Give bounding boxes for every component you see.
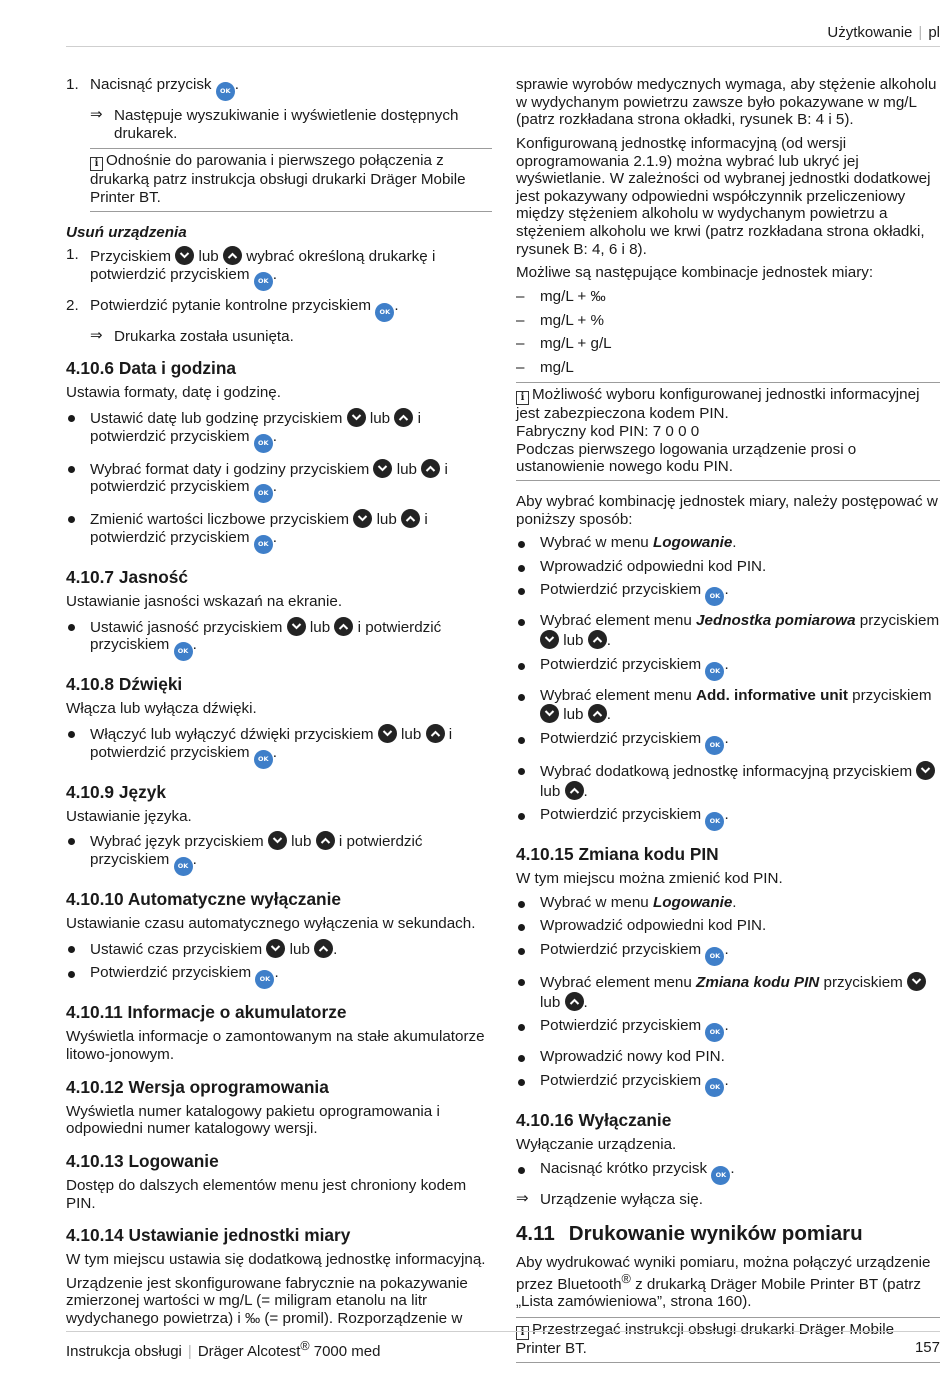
section-description: Wyświetla numer katalogowy pakietu oprogramowania i odpowiedni numer katalogowy wersji. xyxy=(66,1102,440,1138)
bullet-item: Potwierdzić przyciskiem OK . xyxy=(516,1072,940,1097)
unit-combo-item: – mg/L xyxy=(516,358,574,376)
remove-step-2: 2. Potwierdzić pytanie kontrolne przyciskiem OK . xyxy=(66,297,492,322)
ok-button-icon: OK xyxy=(174,857,193,876)
down-button-icon xyxy=(353,509,372,528)
ok-button-icon: OK xyxy=(705,587,724,606)
info-icon: i xyxy=(516,1326,529,1340)
page-number: 157 xyxy=(914,1339,940,1356)
down-button-icon xyxy=(373,459,392,478)
paragraph: Aby wybrać kombinację jednostek miary, należy postępować w poniższy sposób: xyxy=(516,492,938,528)
info-note: i Odnośnie do parowania i pierwszego połączenia z drukarką patrz instrukcja obsługi drukarki Dräger Mobile Printer BT. xyxy=(90,148,492,211)
bullet-item: Potwierdzić przyciskiem OK . xyxy=(516,656,940,681)
paragraph: Aby wydrukować wyniki pomiaru, można połączyć urządzenie przez Bluetooth® z drukarką Dräger Mobile Printer BT (patrz „Lista zamówieniowa”, strona 160). xyxy=(516,1254,931,1311)
section-heading: 4.10.13 Logowanie xyxy=(66,1150,219,1171)
section-heading: 4.10.9 Język xyxy=(66,781,166,802)
remove-step-1: 1. Przyciskiem lub wybrać określoną drukarkę i potwierdzić przyciskiem OK . xyxy=(66,246,492,291)
down-button-icon xyxy=(268,831,287,850)
up-button-icon xyxy=(426,724,445,743)
footer-product: Dräger Alcotest xyxy=(197,1343,301,1360)
bullet-item: Potwierdzić przyciskiem OK . xyxy=(516,1017,940,1042)
header-section: Użytkowanie xyxy=(827,24,913,41)
ok-button-icon: OK xyxy=(254,750,273,769)
down-button-icon xyxy=(916,761,935,780)
section-description: Wyłączanie urządzenia. xyxy=(516,1136,677,1153)
bullet-item: Nacisnąć krótko przycisk OK . xyxy=(516,1160,940,1185)
up-button-icon xyxy=(334,617,353,636)
bullet-item: Włączyć lub wyłączyć dźwięki przyciskiem lub i potwierdzić przyciskiem OK . xyxy=(66,724,492,769)
section-heading: 4.10.14 Ustawianie jednostki miary xyxy=(66,1225,351,1246)
ok-button-icon: OK xyxy=(705,736,724,755)
result-arrow-icon: ⇒ xyxy=(90,326,103,344)
ok-button-icon: OK xyxy=(375,303,394,322)
left-column xyxy=(66,76,492,1334)
ok-button-icon: OK xyxy=(255,970,274,989)
section-description: Ustawia formaty, datę i godzinę. xyxy=(66,384,281,402)
section-heading: 4.10.12 Wersja oprogramowania xyxy=(66,1076,329,1097)
page-header xyxy=(66,24,940,47)
section-description: Dostęp do dalszych elementów menu jest chroniony kodem PIN. xyxy=(66,1176,467,1212)
paragraph: Urządzenie jest skonfigurowane fabrycznie na pokazywanie zmierzonej wartości w mg/L (= miligram etanolu na litr wydychanego powietrza) i ‰ (= promil). Rozporządzenie w xyxy=(66,1274,468,1328)
bullet-item: Wybrać element menu Jednostka pomiarowa przyciskiem lub . xyxy=(516,612,940,649)
section-description: Wyświetla informacje o zamontowanym na stałe akumulatorze litowo-jonowym. xyxy=(66,1028,485,1063)
section-heading: 4.10.16 Wyłączanie xyxy=(516,1109,672,1130)
section-description: Ustawianie języka. xyxy=(66,807,192,825)
ok-button-icon: OK xyxy=(254,434,273,453)
ok-button-icon: OK xyxy=(705,1078,724,1097)
bullet-item: Wprowadzić odpowiedni kod PIN. xyxy=(516,558,940,576)
chapter-heading: 4.11 Drukowanie wyników pomiaru xyxy=(516,1222,863,1246)
bullet-item: Wybrać w menu Logowanie. xyxy=(516,894,940,912)
ok-button-icon: OK xyxy=(174,642,193,661)
up-button-icon xyxy=(421,459,440,478)
up-button-icon xyxy=(565,992,584,1011)
ok-button-icon: OK xyxy=(705,947,724,966)
subheading-remove-devices: Usuń urządzenia xyxy=(66,223,187,241)
down-button-icon xyxy=(907,972,926,991)
down-button-icon xyxy=(378,724,397,743)
result-arrow-icon: ⇒ xyxy=(90,106,103,123)
info-note: i Możliwość wyboru konfigurowanej jednostki informacyjnej jest zabezpieczona kodem PIN. Fabryczny kod PIN: 7 0 0 0 Podczas pierwszego logowania urządzenie prosi o ustanowienie nowego kodu PIN. xyxy=(516,382,940,481)
paragraph: Możliwe są następujące kombinacje jednostek miary: xyxy=(516,264,874,282)
section-heading: 4.10.11 Informacje o akumulatorze xyxy=(66,1002,347,1023)
bullet-item: Wybrać język przyciskiem lub i potwierdzić przyciskiem OK . xyxy=(66,831,492,876)
bullet-item: Wybrać w menu Logowanie. xyxy=(516,534,940,552)
bullet-item: Potwierdzić przyciskiem OK . xyxy=(516,581,940,606)
ok-button-icon: OK xyxy=(254,535,273,554)
bullet-item: Potwierdzić przyciskiem OK . xyxy=(516,941,940,966)
up-button-icon xyxy=(588,630,607,649)
up-button-icon xyxy=(588,704,607,723)
unit-combo-item: – mg/L + % xyxy=(516,311,605,329)
bullet-item: Ustawić czas przyciskiem lub . xyxy=(66,939,492,959)
section-heading: 4.10.10 Automatyczne wyłączanie xyxy=(66,888,342,909)
bullet-item: Wybrać element menu Add. informative unit przyciskiem lub . xyxy=(516,687,940,724)
result-arrow-icon: ⇒ xyxy=(516,1189,529,1207)
info-note: i Przestrzegać instrukcji obsługi drukarki Dräger Mobile Printer BT. xyxy=(516,1317,940,1363)
off-result: ⇒ Urządzenie wyłącza się. xyxy=(516,1189,703,1208)
ok-button-icon: OK xyxy=(711,1166,730,1185)
info-icon: i xyxy=(90,157,103,171)
section-description: Ustawianie czasu automatycznego wyłączenia w sekundach. xyxy=(66,914,476,932)
down-button-icon xyxy=(175,246,194,265)
ok-button-icon: OK xyxy=(705,1023,724,1042)
down-button-icon xyxy=(266,939,285,958)
header-separator: | xyxy=(918,24,923,41)
section-heading: 4.10.15 Zmiana kodu PIN xyxy=(516,844,719,865)
page-footer: Instrukcja obsługi | Dräger Alcotest® 7000 med 157 xyxy=(66,1331,940,1360)
bullet-item: Ustawić jasność przyciskiem lub i potwierdzić przyciskiem OK . xyxy=(66,617,492,662)
bullet-item: Potwierdzić przyciskiem OK . xyxy=(66,964,492,989)
paragraph: Konfigurowaną jednostkę informacyjną (od wersji oprogramowania 2.1.9) można wybrać lub ukryć jej wyświetlanie. W zależności od wybranej jednostki dodatkowej jest pokazywany odpowiedni współczynnik przeliczeniowy między stężeniem alkoholu w wydychanym powietrzu a stężeniem alkoholu we krwi (patrz rozkładana strona okładki, rysunek B: 4, 6 i 8). xyxy=(516,134,931,258)
bullet-item: Wybrać dodatkową jednostkę informacyjną przyciskiem lub . xyxy=(516,761,940,800)
up-button-icon xyxy=(565,781,584,800)
section-heading: 4.10.8 Dźwięki xyxy=(66,674,183,695)
up-button-icon xyxy=(394,408,413,427)
paragraph: W tym miejscu ustawia się dodatkową jednostkę informacyjną. xyxy=(66,1251,486,1269)
section-heading: 4.10.7 Jasność xyxy=(66,566,189,587)
bullet-item: Wybrać element menu Zmiana kodu PIN przyciskiem lub . xyxy=(516,972,940,1011)
bullet-item: Wybrać format daty i godziny przyciskiem lub i potwierdzić przyciskiem OK . xyxy=(66,459,492,504)
bullet-item: Potwierdzić przyciskiem OK . xyxy=(516,730,940,755)
bullet-item: Potwierdzić przyciskiem OK . xyxy=(516,806,940,831)
ok-button-icon: OK xyxy=(254,272,273,291)
unit-combo-item: – mg/L + ‰ xyxy=(516,287,606,305)
ok-button-icon: OK xyxy=(254,484,273,503)
down-button-icon xyxy=(540,704,559,723)
ok-button-icon: OK xyxy=(705,812,724,831)
bullet-item: Ustawić datę lub godzinę przyciskiem lub i potwierdzić przyciskiem OK . xyxy=(66,408,492,453)
section-description: Ustawianie jasności wskazań na ekranie. xyxy=(66,593,343,610)
down-button-icon xyxy=(347,408,366,427)
up-button-icon xyxy=(314,939,333,958)
step-1-result: ⇒ Następuje wyszukiwanie i wyświetlenie dostępnych drukarek. xyxy=(90,106,459,142)
info-icon: i xyxy=(516,391,529,405)
bullet-item: Zmienić wartości liczbowe przyciskiem lub i potwierdzić przyciskiem OK . xyxy=(66,509,492,554)
bullet-item: Wprowadzić nowy kod PIN. xyxy=(516,1048,940,1066)
unit-combo-item: – mg/L + g/L xyxy=(516,335,612,353)
up-button-icon xyxy=(401,509,420,528)
bullet-item: Wprowadzić odpowiedni kod PIN. xyxy=(516,917,940,935)
up-button-icon xyxy=(316,831,335,850)
header-lang: pl xyxy=(928,24,940,41)
ok-button-icon: OK xyxy=(705,662,724,681)
section-description: W tym miejscu można zmienić kod PIN. xyxy=(516,870,783,888)
ok-button-icon: OK xyxy=(216,82,235,101)
down-button-icon xyxy=(540,630,559,649)
paragraph: sprawie wyrobów medycznych wymaga, aby stężenie alkoholu w wydychanym powietrzu zawsze było pokazywane w mg/L (patrz rozkładana strona okładki, rysunek B: 4 i 5). xyxy=(516,76,937,129)
step-1: 1. Nacisnąć przycisk OK . xyxy=(66,76,492,101)
remove-result: ⇒ Drukarka została usunięta. xyxy=(90,326,294,345)
down-button-icon xyxy=(287,617,306,636)
up-button-icon xyxy=(223,246,242,265)
footer-doc: Instrukcja obsługi xyxy=(66,1343,182,1360)
section-description: Włącza lub wyłącza dźwięki. xyxy=(66,700,257,718)
right-column xyxy=(516,76,940,1375)
footer-separator: | xyxy=(187,1343,192,1360)
section-heading: 4.10.6 Data i godzina xyxy=(66,358,236,379)
